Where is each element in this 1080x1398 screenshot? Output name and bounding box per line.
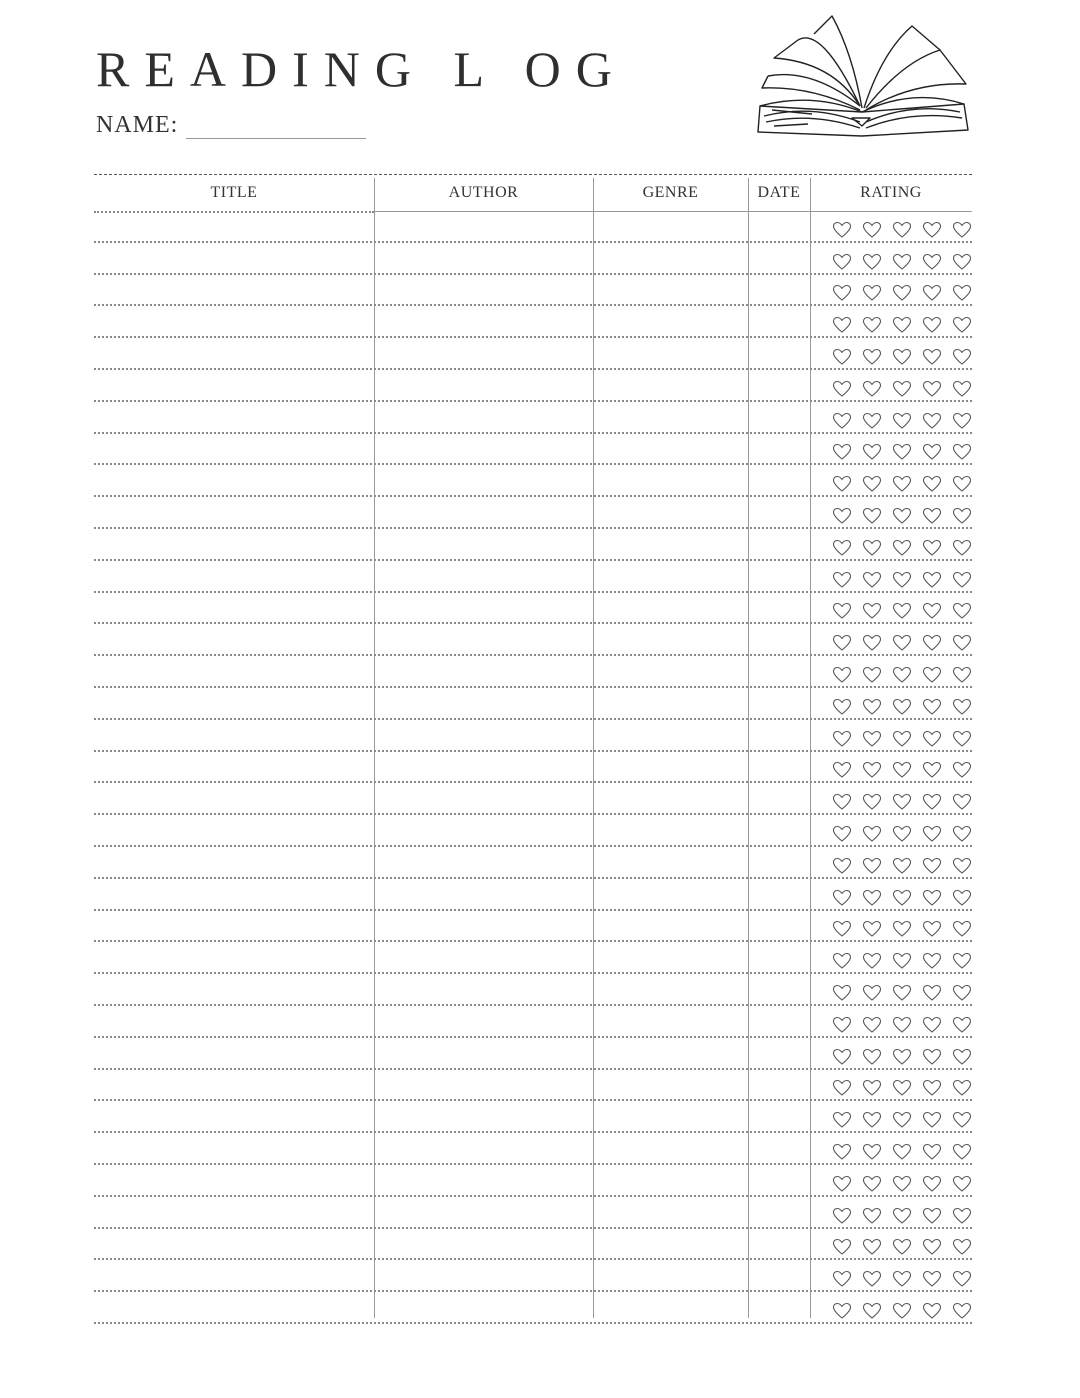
heart-icon[interactable] xyxy=(922,1143,942,1161)
table-row[interactable] xyxy=(94,1260,972,1292)
rating-hearts xyxy=(832,634,972,652)
heart-icon[interactable] xyxy=(892,952,912,970)
heart-icon[interactable] xyxy=(922,348,942,366)
heart-icon[interactable] xyxy=(892,602,912,620)
heart-icon[interactable] xyxy=(952,952,972,970)
heart-icon[interactable] xyxy=(952,889,972,907)
rating-hearts xyxy=(832,920,972,938)
rating-hearts xyxy=(832,1016,972,1034)
table-row[interactable] xyxy=(94,243,972,275)
rating-hearts xyxy=(832,730,972,748)
heart-icon[interactable] xyxy=(862,507,882,525)
rating-hearts xyxy=(832,793,972,811)
heart-icon[interactable] xyxy=(862,380,882,398)
table-row[interactable] xyxy=(94,847,972,879)
heart-icon[interactable] xyxy=(892,889,912,907)
heart-icon[interactable] xyxy=(922,1111,942,1129)
heart-icon[interactable] xyxy=(862,316,882,334)
rating-hearts xyxy=(832,1207,972,1225)
heart-icon[interactable] xyxy=(862,539,882,557)
heart-icon[interactable] xyxy=(832,984,852,1002)
table-row[interactable] xyxy=(94,434,972,466)
heart-icon[interactable] xyxy=(892,634,912,652)
table-row[interactable] xyxy=(94,1165,972,1197)
heart-icon[interactable] xyxy=(832,920,852,938)
heart-icon[interactable] xyxy=(952,507,972,525)
heart-icon[interactable] xyxy=(862,698,882,716)
heart-icon[interactable] xyxy=(952,920,972,938)
heart-icon[interactable] xyxy=(922,1048,942,1066)
heart-icon[interactable] xyxy=(892,253,912,271)
table-row[interactable] xyxy=(94,561,972,593)
heart-icon[interactable] xyxy=(952,634,972,652)
table-row[interactable] xyxy=(94,529,972,561)
heart-icon[interactable] xyxy=(862,284,882,302)
heart-icon[interactable] xyxy=(862,602,882,620)
heart-icon[interactable] xyxy=(922,825,942,843)
heart-icon[interactable] xyxy=(922,1016,942,1034)
table-row[interactable] xyxy=(94,1038,972,1070)
heart-icon[interactable] xyxy=(922,698,942,716)
heart-icon[interactable] xyxy=(892,571,912,589)
heart-icon[interactable] xyxy=(922,1079,942,1097)
rating-hearts xyxy=(832,221,972,239)
heart-icon[interactable] xyxy=(832,507,852,525)
reading-log-table xyxy=(94,174,972,1324)
heart-icon[interactable] xyxy=(952,666,972,684)
top-dashed-rule xyxy=(94,174,972,175)
heart-icon[interactable] xyxy=(832,666,852,684)
heart-icon[interactable] xyxy=(892,1016,912,1034)
heart-icon[interactable] xyxy=(922,984,942,1002)
heart-icon[interactable] xyxy=(892,380,912,398)
row-dotted-rule xyxy=(94,1322,972,1324)
heart-icon[interactable] xyxy=(952,793,972,811)
name-input-line[interactable] xyxy=(186,116,366,139)
heart-icon[interactable] xyxy=(892,698,912,716)
column-header-date: DATE xyxy=(757,184,801,201)
heart-icon[interactable] xyxy=(922,507,942,525)
heart-icon[interactable] xyxy=(862,857,882,875)
name-label: NAME: xyxy=(96,112,179,138)
heart-icon[interactable] xyxy=(922,1207,942,1225)
table-row[interactable] xyxy=(94,402,972,434)
heart-icon[interactable] xyxy=(832,761,852,779)
column-header-genre: GENRE xyxy=(642,184,699,201)
name-field xyxy=(96,112,366,139)
rating-hearts xyxy=(832,698,972,716)
heart-icon[interactable] xyxy=(952,253,972,271)
heart-icon[interactable] xyxy=(952,857,972,875)
table-row[interactable] xyxy=(94,656,972,688)
log-rows xyxy=(94,211,972,1324)
table-row[interactable] xyxy=(94,752,972,784)
heart-icon[interactable] xyxy=(892,825,912,843)
heart-icon[interactable] xyxy=(952,698,972,716)
heart-icon[interactable] xyxy=(862,348,882,366)
heart-icon[interactable] xyxy=(952,825,972,843)
heart-icon[interactable] xyxy=(922,793,942,811)
heart-icon[interactable] xyxy=(952,761,972,779)
heart-icon[interactable] xyxy=(922,1302,942,1320)
column-header-rating: RATING xyxy=(860,184,922,201)
heart-icon[interactable] xyxy=(832,1207,852,1225)
heart-icon[interactable] xyxy=(952,1175,972,1193)
heart-icon[interactable] xyxy=(892,316,912,334)
heart-icon[interactable] xyxy=(922,475,942,493)
heart-icon[interactable] xyxy=(832,221,852,239)
heart-icon[interactable] xyxy=(952,730,972,748)
heart-icon[interactable] xyxy=(832,1270,852,1288)
heart-icon[interactable] xyxy=(922,920,942,938)
heart-icon[interactable] xyxy=(892,284,912,302)
rating-hearts xyxy=(832,984,972,1002)
table-row[interactable] xyxy=(94,1292,972,1324)
heart-icon[interactable] xyxy=(832,1238,852,1256)
rating-hearts xyxy=(832,952,972,970)
heart-icon[interactable] xyxy=(952,571,972,589)
heart-icon[interactable] xyxy=(952,539,972,557)
heart-icon[interactable] xyxy=(892,984,912,1002)
rating-hearts xyxy=(832,412,972,430)
heart-icon[interactable] xyxy=(952,316,972,334)
table-row[interactable] xyxy=(94,465,972,497)
heart-icon[interactable] xyxy=(832,1048,852,1066)
heart-icon[interactable] xyxy=(922,857,942,875)
heart-icon[interactable] xyxy=(952,348,972,366)
table-row[interactable] xyxy=(94,911,972,943)
table-row[interactable] xyxy=(94,1133,972,1165)
heart-icon[interactable] xyxy=(952,475,972,493)
heart-icon[interactable] xyxy=(892,443,912,461)
heart-icon[interactable] xyxy=(832,443,852,461)
rating-hearts xyxy=(832,889,972,907)
heart-icon[interactable] xyxy=(832,698,852,716)
rating-hearts xyxy=(832,539,972,557)
heart-icon[interactable] xyxy=(862,984,882,1002)
table-row[interactable] xyxy=(94,815,972,847)
heart-icon[interactable] xyxy=(952,221,972,239)
table-row[interactable] xyxy=(94,497,972,529)
heart-icon[interactable] xyxy=(832,571,852,589)
table-row[interactable] xyxy=(94,338,972,370)
rating-hearts xyxy=(832,1111,972,1129)
heart-icon[interactable] xyxy=(832,634,852,652)
column-header-title: TITLE xyxy=(210,184,258,201)
rating-hearts xyxy=(832,507,972,525)
heart-icon[interactable] xyxy=(922,284,942,302)
heart-icon[interactable] xyxy=(862,952,882,970)
table-row[interactable] xyxy=(94,1101,972,1133)
page-title: READING L OG xyxy=(96,41,627,97)
rating-hearts xyxy=(832,1175,972,1193)
heart-icon[interactable] xyxy=(922,634,942,652)
heart-icon[interactable] xyxy=(892,475,912,493)
heart-icon[interactable] xyxy=(862,889,882,907)
heart-icon[interactable] xyxy=(952,1270,972,1288)
heart-icon[interactable] xyxy=(832,825,852,843)
heart-icon[interactable] xyxy=(832,475,852,493)
table-row[interactable] xyxy=(94,1229,972,1261)
heart-icon[interactable] xyxy=(862,666,882,684)
rating-hearts xyxy=(832,316,972,334)
heart-icon[interactable] xyxy=(922,761,942,779)
table-row[interactable] xyxy=(94,624,972,656)
heart-icon[interactable] xyxy=(862,1016,882,1034)
heart-icon[interactable] xyxy=(862,1111,882,1129)
heart-icon[interactable] xyxy=(832,1302,852,1320)
table-row[interactable] xyxy=(94,879,972,911)
heart-icon[interactable] xyxy=(832,348,852,366)
rating-hearts xyxy=(832,602,972,620)
heart-icon[interactable] xyxy=(892,221,912,239)
heart-icon[interactable] xyxy=(952,443,972,461)
table-row[interactable] xyxy=(94,1197,972,1229)
heart-icon[interactable] xyxy=(892,348,912,366)
rating-hearts xyxy=(832,1270,972,1288)
heart-icon[interactable] xyxy=(832,1175,852,1193)
heart-icon[interactable] xyxy=(892,761,912,779)
heart-icon[interactable] xyxy=(922,889,942,907)
heart-icon[interactable] xyxy=(922,380,942,398)
rating-hearts xyxy=(832,1238,972,1256)
heart-icon[interactable] xyxy=(862,1302,882,1320)
heart-icon[interactable] xyxy=(832,1111,852,1129)
rating-hearts xyxy=(832,443,972,461)
heart-icon[interactable] xyxy=(892,1270,912,1288)
heart-icon[interactable] xyxy=(892,730,912,748)
table-row[interactable] xyxy=(94,370,972,402)
heart-icon[interactable] xyxy=(832,1079,852,1097)
heart-icon[interactable] xyxy=(892,1079,912,1097)
heart-icon[interactable] xyxy=(862,634,882,652)
heart-icon[interactable] xyxy=(952,1016,972,1034)
heart-icon[interactable] xyxy=(862,1238,882,1256)
rating-hearts xyxy=(832,666,972,684)
heart-icon[interactable] xyxy=(862,1143,882,1161)
heart-icon[interactable] xyxy=(892,1143,912,1161)
heart-icon[interactable] xyxy=(862,1270,882,1288)
heart-icon[interactable] xyxy=(832,380,852,398)
heart-icon[interactable] xyxy=(922,571,942,589)
table-row[interactable] xyxy=(94,1006,972,1038)
open-book-icon xyxy=(752,12,976,140)
rating-hearts xyxy=(832,348,972,366)
heart-icon[interactable] xyxy=(832,793,852,811)
heart-icon[interactable] xyxy=(952,1302,972,1320)
heart-icon[interactable] xyxy=(892,1048,912,1066)
heart-icon[interactable] xyxy=(952,1207,972,1225)
heart-icon[interactable] xyxy=(862,1048,882,1066)
heart-icon[interactable] xyxy=(952,1143,972,1161)
heart-icon[interactable] xyxy=(832,316,852,334)
heart-icon[interactable] xyxy=(952,1079,972,1097)
heart-icon[interactable] xyxy=(892,857,912,875)
heart-icon[interactable] xyxy=(832,730,852,748)
table-row[interactable] xyxy=(94,275,972,307)
heart-icon[interactable] xyxy=(832,412,852,430)
heart-icon[interactable] xyxy=(862,571,882,589)
heart-icon[interactable] xyxy=(922,221,942,239)
rating-hearts xyxy=(832,857,972,875)
rating-hearts xyxy=(832,380,972,398)
heart-icon[interactable] xyxy=(952,1048,972,1066)
heart-icon[interactable] xyxy=(892,793,912,811)
table-row[interactable] xyxy=(94,942,972,974)
heart-icon[interactable] xyxy=(892,507,912,525)
heart-icon[interactable] xyxy=(862,1207,882,1225)
heart-icon[interactable] xyxy=(832,602,852,620)
heart-icon[interactable] xyxy=(892,1207,912,1225)
heart-icon[interactable] xyxy=(892,412,912,430)
heart-icon[interactable] xyxy=(862,761,882,779)
heart-icon[interactable] xyxy=(832,1143,852,1161)
table-row[interactable] xyxy=(94,974,972,1006)
heart-icon[interactable] xyxy=(922,730,942,748)
heart-icon[interactable] xyxy=(862,793,882,811)
heart-icon[interactable] xyxy=(952,1111,972,1129)
table-row[interactable] xyxy=(94,1070,972,1102)
heart-icon[interactable] xyxy=(862,730,882,748)
heart-icon[interactable] xyxy=(922,602,942,620)
heart-icon[interactable] xyxy=(862,1079,882,1097)
rating-hearts xyxy=(832,284,972,302)
heart-icon[interactable] xyxy=(862,475,882,493)
rating-hearts xyxy=(832,1143,972,1161)
heart-icon[interactable] xyxy=(832,952,852,970)
heart-icon[interactable] xyxy=(922,1270,942,1288)
heart-icon[interactable] xyxy=(862,1175,882,1193)
heart-icon[interactable] xyxy=(862,825,882,843)
heart-icon[interactable] xyxy=(832,1016,852,1034)
heart-icon[interactable] xyxy=(892,1111,912,1129)
heart-icon[interactable] xyxy=(862,221,882,239)
heart-icon[interactable] xyxy=(922,1238,942,1256)
heart-icon[interactable] xyxy=(832,889,852,907)
heart-icon[interactable] xyxy=(862,253,882,271)
heart-icon[interactable] xyxy=(952,1238,972,1256)
heart-icon[interactable] xyxy=(862,412,882,430)
table-row[interactable] xyxy=(94,783,972,815)
heart-icon[interactable] xyxy=(952,602,972,620)
heart-icon[interactable] xyxy=(892,1175,912,1193)
heart-icon[interactable] xyxy=(832,253,852,271)
heart-icon[interactable] xyxy=(892,666,912,684)
rating-hearts xyxy=(832,571,972,589)
heart-icon[interactable] xyxy=(862,920,882,938)
table-row[interactable] xyxy=(94,306,972,338)
heart-icon[interactable] xyxy=(922,412,942,430)
rating-hearts xyxy=(832,825,972,843)
heart-icon[interactable] xyxy=(952,412,972,430)
heart-icon[interactable] xyxy=(892,1238,912,1256)
rating-hearts xyxy=(832,761,972,779)
heart-icon[interactable] xyxy=(862,443,882,461)
heart-icon[interactable] xyxy=(922,253,942,271)
heart-icon[interactable] xyxy=(922,1175,942,1193)
heart-icon[interactable] xyxy=(922,443,942,461)
heart-icon[interactable] xyxy=(922,316,942,334)
heart-icon[interactable] xyxy=(922,666,942,684)
column-header-author: AUTHOR xyxy=(448,184,519,201)
heart-icon[interactable] xyxy=(922,539,942,557)
heart-icon[interactable] xyxy=(952,984,972,1002)
heart-icon[interactable] xyxy=(832,857,852,875)
heart-icon[interactable] xyxy=(922,952,942,970)
heart-icon[interactable] xyxy=(832,539,852,557)
heart-icon[interactable] xyxy=(832,284,852,302)
table-row[interactable] xyxy=(94,720,972,752)
heart-icon[interactable] xyxy=(892,539,912,557)
heart-icon[interactable] xyxy=(892,920,912,938)
heart-icon[interactable] xyxy=(892,1302,912,1320)
rating-hearts xyxy=(832,253,972,271)
table-row[interactable] xyxy=(94,593,972,625)
rating-hearts xyxy=(832,1048,972,1066)
rating-hearts xyxy=(832,475,972,493)
rating-hearts xyxy=(832,1079,972,1097)
rating-hearts xyxy=(832,1302,972,1320)
heart-icon[interactable] xyxy=(952,380,972,398)
heart-icon[interactable] xyxy=(952,284,972,302)
table-row[interactable] xyxy=(94,688,972,720)
table-row[interactable] xyxy=(94,211,972,243)
